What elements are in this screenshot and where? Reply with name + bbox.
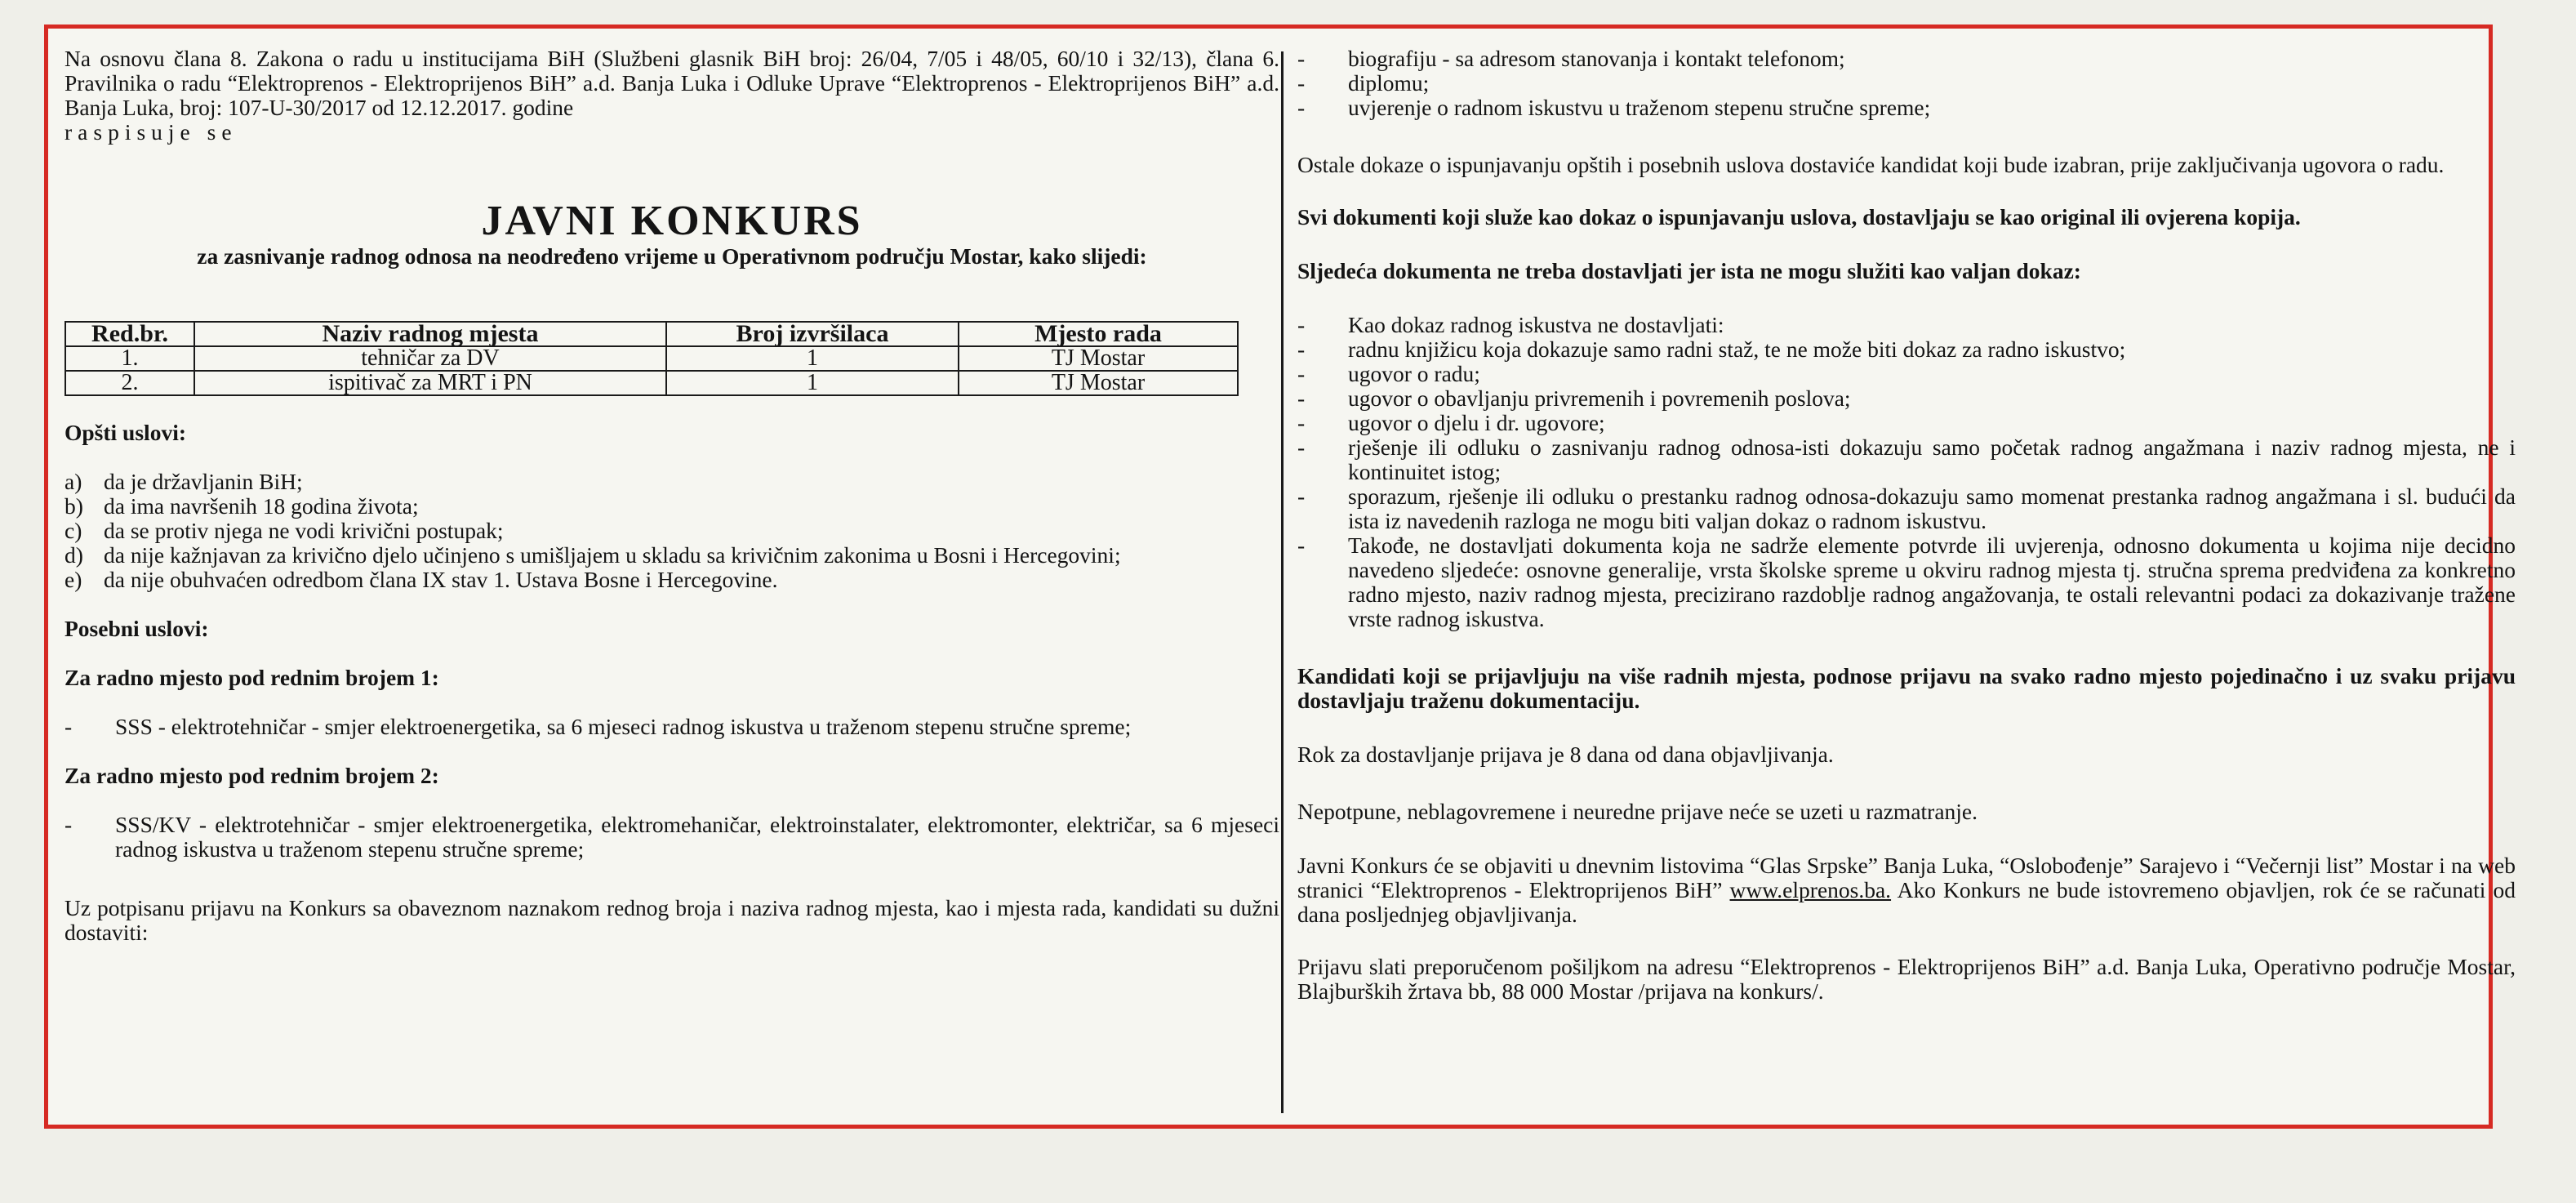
list-item: b) da ima navršenih 18 godina života; [65, 493, 419, 519]
table-row [65, 371, 1238, 395]
table-cell: TJ Mostar [959, 346, 1238, 371]
deadline-text: Rok za dostavljanje prijava je 8 dana od dana objavljivanja. [1297, 742, 1834, 767]
list-item: - biografiju - sa adresom stanovanja i kontakt telefonom; [1297, 46, 1845, 71]
send-to-text: Prijavu slati preporučenom pošiljkom na adresu “Elektroprenos - Elektroprijenos BiH” a.d. Banja Luka, Operativno područje Mostar, Blajburških žrtava bb, 88 000 Mostar /prijava na konkurs/. [1297, 954, 2516, 1004]
table-header-row [65, 322, 1238, 346]
list-item: - ugovor o djelu i dr. ugovore; [1297, 410, 1605, 435]
list-item: - rješenje ili odluku o zasnivanju radnog odnosa-isti dokazuju samo početak radnog angažmana i naziv radnog mjesta, ne i kontinuitet istog; [1297, 434, 2516, 484]
list-item: - SSS/KV - elektrotehničar - smjer elektroenergetika, elektromehaničar, elektroinstalater, elektromonter, električar, sa 6 mjeseci radnog iskustva u traženom stepenu stručne spreme; [65, 812, 1279, 862]
announces-text: raspisuje se [65, 119, 238, 145]
list-item: d) da nije kažnjavan za krivično djelo učinjeno s umišljajem u skladu sa krivičnim zakonima u Bosni i Hercegovini; [65, 542, 1121, 568]
table-cell: 1 [666, 371, 959, 395]
list-item: - uvjerenje o radnom iskustvu u traženom stepenu stručne spreme; [1297, 95, 1931, 120]
position-2-heading: Za radno mjesto pod rednim brojem 2: [65, 763, 439, 788]
documents-list [1297, 47, 2516, 120]
list-item: - radnu knjižicu koja dokazuje samo radni staž, te ne može biti dokaz za radno iskustvo; [1297, 336, 2126, 362]
position-1-heading: Za radno mjesto pod rednim brojem 1: [65, 665, 439, 690]
table-row [65, 346, 1238, 371]
table-cell: 1 [666, 346, 959, 371]
publication-text: Javni Konkurs će se objaviti u dnevnim listovima “Glas Srpske” Banja Luka, “Oslobođenje” Sarajevo i “Večernji list” Mostar i na web stranici “Elektroprenos - Elektroprijenos BiH” www.elprenos.ba. Ako Konkurs ne bude istovremeno objavljen, rok će se računati od dana posljednjeg objavljivanja. [1297, 853, 2516, 927]
table-cell: ispitivač za MRT i PN [194, 371, 666, 395]
page-subtitle: za zasnivanje radnog odnosa na neodređeno vrijeme u Operativnom području Mostar, kako slijedi: [197, 243, 1147, 269]
header-naziv: Naziv radnog mjesta [194, 322, 666, 346]
website-link[interactable]: www.elprenos.ba. [1729, 877, 1892, 902]
header-red-br: Red.br. [65, 322, 194, 346]
header-broj: Broj izvršilaca [666, 322, 959, 346]
list-item: - SSS - elektrotehničar - smjer elektroenergetika, sa 6 mjeseci radnog iskustva u traženom stepenu stručne spreme; [65, 714, 1132, 739]
multi-position-note: Kandidati koji se prijavljuju na više radnih mjesta, podnose prijavu na svako radno mjesto pojedinačno i uz svaku prijavu dostavljaju traženu dokumentaciju. [1297, 663, 2516, 713]
announcement-frame [44, 25, 2516, 1129]
list-item: - Takođe, ne dostavljati dokumenta koja ne sadrže elemente potvrde ili uvjerenja, odnosno dokumenta u kojima nije decidno navedeno sljedeće: osnovne generalije, vrsta školske spreme u okviru radnog mjesta tj. stručna sprema predviđena za konkretno radno mjesto, naziv radnog mjesta, precizirano razdoblje radnog angažovanja, te ostali relevantni podaci za dokazivanje tražene vrste radnog iskustva. [1297, 532, 2516, 631]
page-title: JAVNI KONKURS [481, 198, 863, 244]
table-cell: 2. [65, 371, 194, 395]
list-item: c) da se protiv njega ne vodi krivični postupak; [65, 518, 504, 543]
list-item: e) da nije obuhvaćen odredbom člana IX stav 1. Ustava Bosne i Hercegovine. [65, 567, 778, 592]
list-item: a) da je državljanin BiH; [65, 469, 303, 494]
general-list [65, 470, 1279, 592]
invalid-heading: Sljedeća dokumenta ne treba dostavljati jer ista ne mogu služiti kao valjan dokaz: [1297, 258, 2081, 283]
submit-intro: Uz potpisanu prijavu na Konkurs sa obaveznom naznakom rednog broja i naziva radnog mjesta, kao i mjesta rada, kandidati su dužni dostaviti: [65, 895, 1279, 945]
list-item: - ugovor o obavljanju privremenih i povremenih poslova; [1297, 385, 1851, 411]
general-heading: Opšti uslovi: [65, 420, 186, 445]
list-item: - Kao dokaz radnog iskustva ne dostavljati: [1297, 312, 1724, 337]
right-column [1297, 47, 2516, 1004]
list-item: - ugovor o radu; [1297, 361, 1480, 386]
other-proofs-text: Ostale dokaze o ispunjavanju opštih i posebnih uslova dostaviće kandidat koji bude izabran, prije zaključivanja ugovora o radu. [1297, 152, 2445, 177]
list-item: - diplomu; [1297, 70, 1430, 96]
incomplete-text: Nepotpune, neblagovremene i neuredne prijave neće se uzeti u razmatranje. [1297, 799, 1978, 824]
column-divider [1281, 51, 1284, 1113]
header-mjesto: Mjesto rada [959, 322, 1238, 346]
original-note: Svi dokumenti koji služe kao dokaz o ispunjavanju uslova, dostavljaju se kao original ili ovjerena kopija. [1297, 204, 2301, 229]
table-cell: tehničar za DV [194, 346, 666, 371]
left-column [65, 47, 1279, 945]
table-cell: 1. [65, 346, 194, 371]
intro-paragraph: Na osnovu člana 8. Zakona o radu u institucijama BiH (Službeni glasnik BiH broj: 26/04, 7/05 i 48/05, 60/10 i 32/13), člana 6. Pravilnika o radu “Elektroprenos - Elektroprijenos BiH” a.d. Banja Luka i Odluke Uprave “Elektroprenos - Elektroprijenos BiH” a.d. Banja Luka, broj: 107-U-30/2017 od 12.12.2017. godine [65, 46, 1279, 120]
list-item: - sporazum, rješenje ili odluku o prestanku radnog odnosa-dokazuju samo momenat prestanka radnog angažmana i sl. budući da ista iz navedenih razloga ne mogu biti valjan dokaz o radnom iskustvu. [1297, 483, 2516, 533]
table-cell: TJ Mostar [959, 371, 1238, 395]
invalid-list [1297, 313, 2516, 631]
positions-table [65, 321, 1239, 396]
special-heading: Posebni uslovi: [65, 616, 209, 641]
